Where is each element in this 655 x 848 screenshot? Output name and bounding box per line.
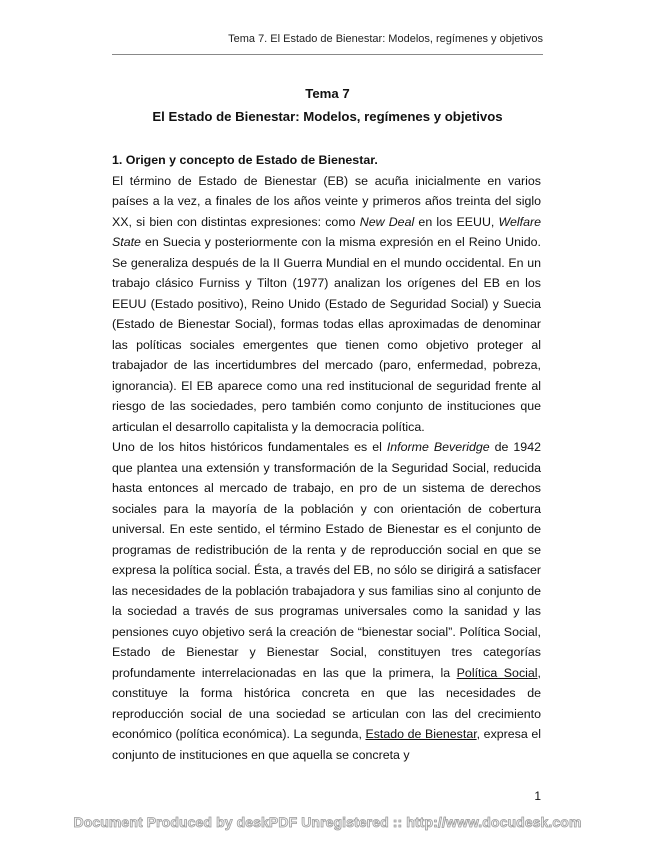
text-run: en Suecia y posteriormente con la misma expresión en el Reino Unido. Se generaliza después de la II Guerra Mundial en el mundo occidental. En un trabajo clásico Furniss y Tilton (1977) analizan los orígenes del EB en los EEUU (Estado positivo), Reino Unido (Estado de Seguridad Social) y Suecia (Estado de Bienestar Social), formas todas ellas aproximadas de denominar las políticas sociales emergentes que tienen como objetivo proteger al trabajador de las incertidumbres del mercado (paro, enfermedad, pobreza, ignorancia). El EB aparece como una red institucional de seguridad frente al riesgo de las sociedades, pero también como conjunto de instituciones que articulan el desarrollo capitalista y la democracia política. [112, 235, 541, 434]
running-header: Tema 7. El Estado de Bienestar: Modelos, regímenes y objetivos [228, 33, 543, 45]
text-run: , constituye la forma histórica concreta en que las necesidades de reproducción social de una sociedad se articulan con las del crecimiento económico (política económica). La segunda, [112, 665, 541, 741]
text-run: en los EEUU, [414, 214, 499, 229]
body-text [112, 150, 541, 765]
italic-term: New Deal [359, 214, 415, 229]
underlined-term: Política Social [456, 665, 538, 680]
chapter-subtitle: El Estado de Bienestar: Modelos, regímenes y objetivos [152, 109, 503, 124]
watermark: Document Produced by deskPDF Unregistered :: http://www.docudesk.com [73, 814, 582, 830]
underlined-term: Estado de Bienestar [365, 727, 477, 741]
page-number: 1 [534, 789, 541, 803]
text-run: El término de Estado de Bienestar (EB) se acuña inicialmente en varios países a la vez, a finales de los años veinte y primeros años treinta del siglo XX, si bien con distintas expresiones: como [112, 173, 541, 229]
text-run: de 1942 que plantea una extensión y transformación de la Seguridad Social, reducida hasta entonces al mercado de trabajo, en pro de un sistema de derechos sociales para la mayoría de la población y con orientación de cobertura universal. En este sentido, el término Estado de Bienestar es el conjunto de programas de redistribución de la renta y de reproducción social en que se expresa la política social. Ésta, a través del EB, no sólo se dirigirá a satisfacer las necesidades de la población trabajadora y sus familias sino al conjunto de la sociedad a través de sus programas universales como la sanidad y las pensiones cuyo objetivo será la creación de “bienestar social”. Política Social, Estado de Bienestar y Bienestar Social, constituyen tres categorías profundamente interrelacionadas en las que la primera, la [112, 440, 541, 680]
section-heading: 1. Origen y concepto de Estado de Bienestar. [112, 153, 378, 167]
header-rule [112, 54, 543, 55]
italic-term: Welfare State [112, 214, 541, 249]
paragraph-2 [112, 437, 541, 765]
text-run: , expresa el conjunto de instituciones en que aquella se concreta y [112, 727, 541, 762]
chapter-title: Tema 7 [305, 86, 350, 101]
italic-term: Informe Beveridge [386, 440, 490, 454]
text-run: Uno de los hitos históricos fundamentales es el [112, 440, 387, 454]
paragraph-1 [112, 171, 541, 438]
